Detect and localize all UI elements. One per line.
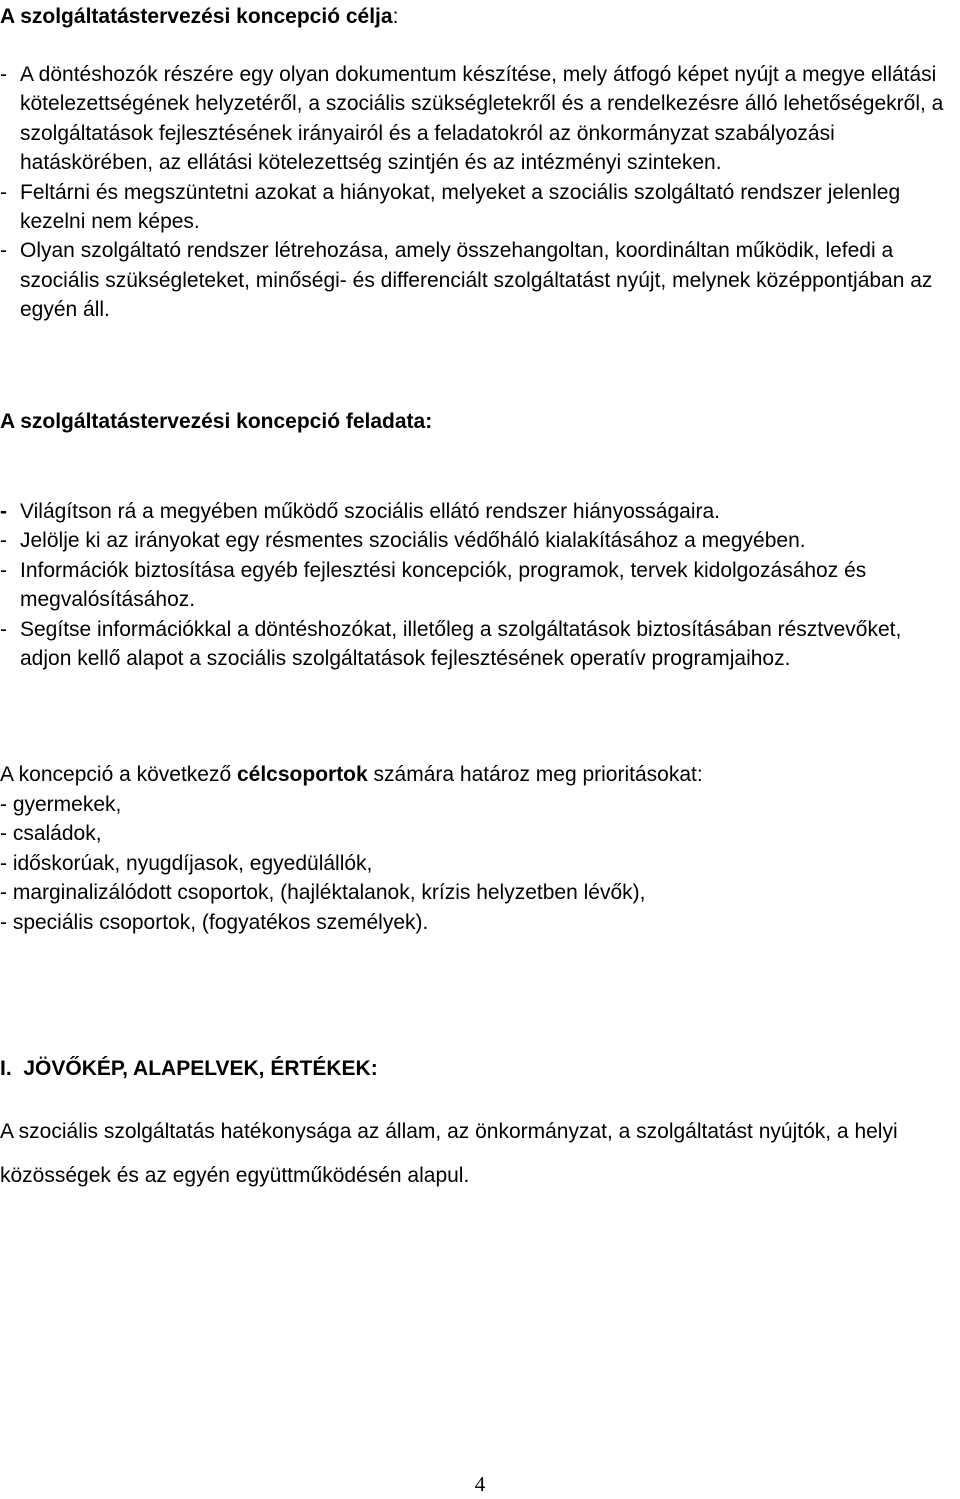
target-group-item: - speciális csoportok, (fogyatékos személyek). [0,910,429,934]
task-item [0,497,950,526]
dash-marker: - [0,180,7,204]
target-group-list [0,790,645,937]
target-intro [0,760,703,789]
target-intro-before: A koncepció a következő [0,763,237,786]
task-item [0,526,950,555]
task-list [0,497,950,673]
target-group-item: - marginalizálódott csoportok, (hajléktalanok, krízis helyzetben lévők), [0,881,646,905]
page-number: 4 [474,1472,486,1496]
dash-marker: - [0,558,7,582]
task-item [0,556,950,615]
target-group-item: - gyermekek, [0,793,122,816]
goal-list [0,60,950,325]
target-intro-after: számára határoz meg prioritásokat: [367,763,703,786]
target-intro-bold: célcsoportok [236,763,368,786]
target-group-item: - családok, [0,822,102,846]
target-group-item: - időskorúak, nyugdíjasok, egyedülállók, [0,851,373,875]
dash-marker: - [0,617,7,641]
section-title-goal-text: A szolgáltatástervezési koncepció célja [0,5,393,28]
section-title-task: A szolgáltatástervezési koncepció feladata: [0,410,433,433]
dash-marker: - [0,239,7,263]
dash-marker: - [0,500,7,523]
dash-marker: - [0,63,7,86]
chapter-paragraph: A szociális szolgáltatás hatékonysága az állam, az önkormányzat, a szolgáltatást nyújtók, a helyi közösségek és az egyén együttműködésén alapul. [0,1120,898,1187]
goal-item-text: A döntéshozók részére egy olyan dokumentum készítése, mely átfogó képet nyújt a megye ellátási kötelezettségének helyzetéről, a szociális szükségletekről és a rendelkezésre álló lehetőségekről, a szolgáltatások fejlesztésének irányairól és a feladatokról az önkormányzat szabályozási hatáskörében, az ellátási kötelezettség szintjén és az intézményi szinteken. [20,63,944,175]
task-item [0,615,950,674]
goal-item [0,178,950,237]
chapter-title: I. JÖVŐKÉP, ALAPELVEK, ÉRTÉKEK: [0,1057,378,1080]
goal-item-text: Olyan szolgáltató rendszer létrehozása, amely összehangoltan, koordináltan működik, lefedi a szociális szükségleteket, minőségi- és differenciált szolgáltatást nyújt, melynek középpontjában az egyén áll. [20,239,933,322]
task-item-text: Jelölje ki az irányokat egy résmentes szociális védőháló kialakításához a megyében. [20,529,806,553]
goal-item [0,60,950,178]
task-item-text: Segítse információkkal a döntéshozókat, illetőleg a szolgáltatások biztosításában résztvevőket, adjon kellő alapot a szociális szolgáltatások fejlesztésének operatív programjaihoz. [20,617,902,671]
dash-marker: - [0,529,7,553]
task-item-text: Információk biztosítása egyéb fejlesztési koncepciók, programok, tervek kidolgozásához és megvalósításához. [20,558,867,612]
section-title-goal [0,2,398,32]
goal-item-text: Feltárni és megszüntetni azokat a hiányokat, melyeket a szociális szolgáltató rendszer jelenleg kezelni nem képes. [20,180,901,234]
section-title-goal-colon: : [392,5,399,28]
goal-item [0,236,950,324]
task-item-text: Világítson rá a megyében működő szociális ellátó rendszer hiányosságaira. [20,500,721,523]
